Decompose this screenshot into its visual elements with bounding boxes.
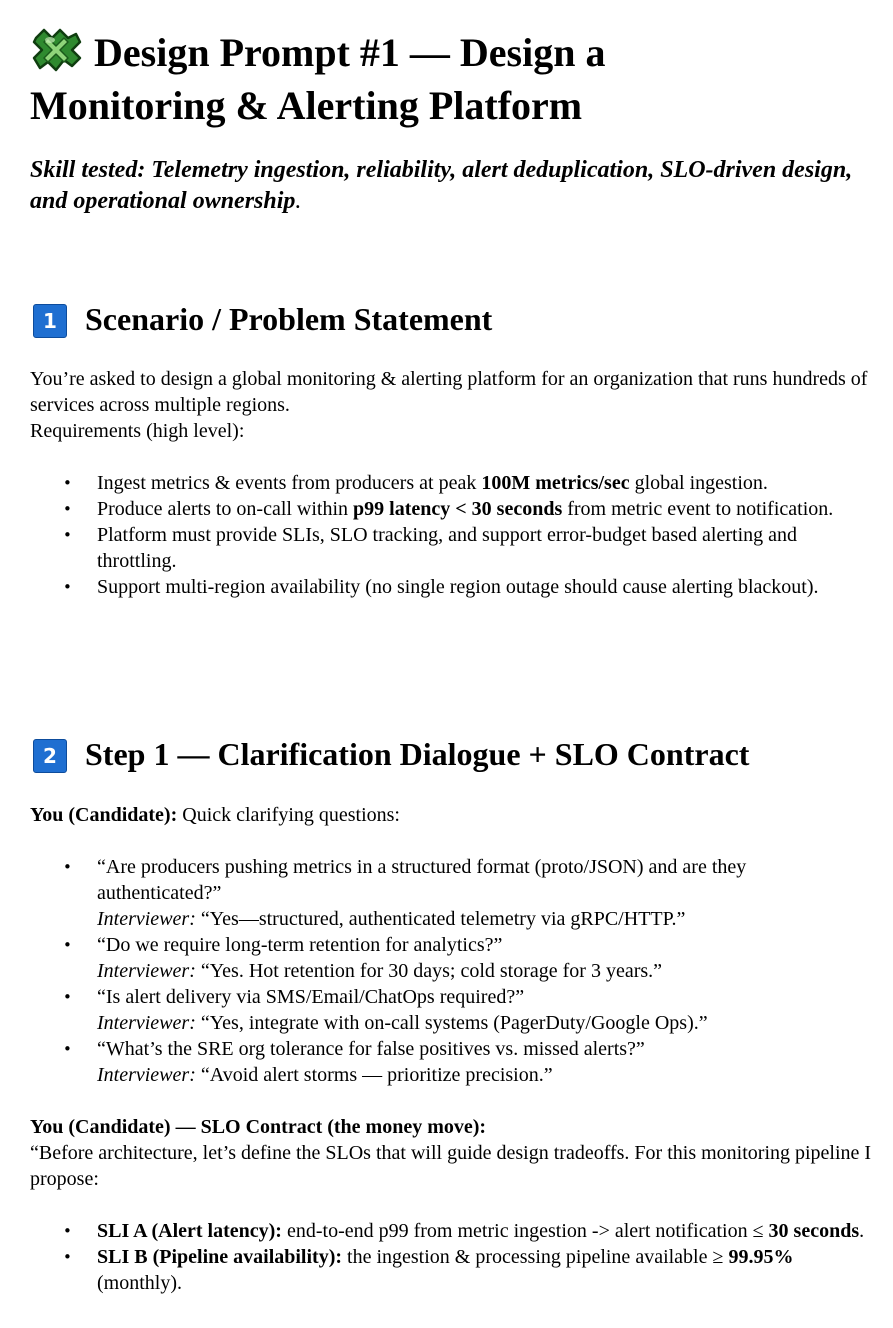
puzzle-piece-icon bbox=[30, 24, 84, 74]
clarifying-questions-list bbox=[30, 854, 875, 1088]
section-number-badge: 1 bbox=[33, 304, 67, 338]
section-1-heading bbox=[33, 299, 492, 339]
section-2-heading bbox=[33, 734, 749, 774]
list-item: • Ingest metrics & events from producers at peak 100M metrics/sec global ingestion. bbox=[30, 470, 875, 496]
list-item: • Support multi-region availability (no single region outage should cause alerting blackout). bbox=[30, 574, 875, 600]
list-item: • SLI B (Pipeline availability): the ingestion & processing pipeline available ≥ 99.95% (monthly). bbox=[30, 1244, 875, 1296]
skill-tested bbox=[30, 155, 875, 217]
candidate-intro: You (Candidate): Quick clarifying questions: bbox=[30, 804, 400, 826]
list-item: • “What’s the SRE org tolerance for false positives vs. missed alerts?” Interviewer: “Avoid alert storms — prioritize precision.” bbox=[30, 1036, 875, 1088]
requirements-label: Requirements (high level): bbox=[30, 420, 245, 442]
list-item: • “Do we require long-term retention for analytics?” Interviewer: “Yes. Hot retention for 30 days; cold storage for 3 years.” bbox=[30, 932, 875, 984]
section-2-title: Step 1 — Clarification Dialogue + SLO Contract bbox=[85, 736, 750, 772]
list-item: • Platform must provide SLIs, SLO tracking, and support error-budget based alerting and throttling. bbox=[30, 522, 875, 574]
section-1-title: Scenario / Problem Statement bbox=[85, 301, 493, 337]
list-item: • “Are producers pushing metrics in a structured format (proto/JSON) and are they authenticated?” Interviewer: “Yes—structured, authenticated telemetry via gRPC/HTTP.” bbox=[30, 854, 875, 932]
title-line-2: Monitoring & Alerting Platform bbox=[30, 83, 583, 128]
list-item: • SLI A (Alert latency): end-to-end p99 from metric ingestion -> alert notification ≤ 30 seconds. bbox=[30, 1218, 875, 1244]
page-title bbox=[30, 24, 605, 132]
requirements-list bbox=[30, 470, 875, 600]
sli-list bbox=[30, 1218, 875, 1296]
slo-contract-intro: “Before architecture, let’s define the SLOs that will guide design tradeoffs. For this monitoring pipeline I propose: bbox=[30, 1142, 872, 1190]
title-line-1: Design Prompt #1 — Design a bbox=[94, 30, 606, 75]
section-number-badge: 2 bbox=[33, 739, 67, 773]
list-item: • Produce alerts to on-call within p99 latency < 30 seconds from metric event to notification. bbox=[30, 496, 875, 522]
list-item: • “Is alert delivery via SMS/Email/ChatOps required?” Interviewer: “Yes, integrate with on-call systems (PagerDuty/Google Ops).” bbox=[30, 984, 875, 1036]
skill-tested-text: Skill tested: Telemetry ingestion, reliability, alert deduplication, SLO-driven design, and operational ownership bbox=[30, 157, 853, 214]
skill-tested-period: . bbox=[295, 188, 302, 214]
scenario-intro: You’re asked to design a global monitoring & alerting platform for an organization that runs hundreds of services across multiple regions. bbox=[30, 368, 868, 416]
slo-contract-label: You (Candidate) — SLO Contract (the money move): bbox=[30, 1116, 487, 1138]
